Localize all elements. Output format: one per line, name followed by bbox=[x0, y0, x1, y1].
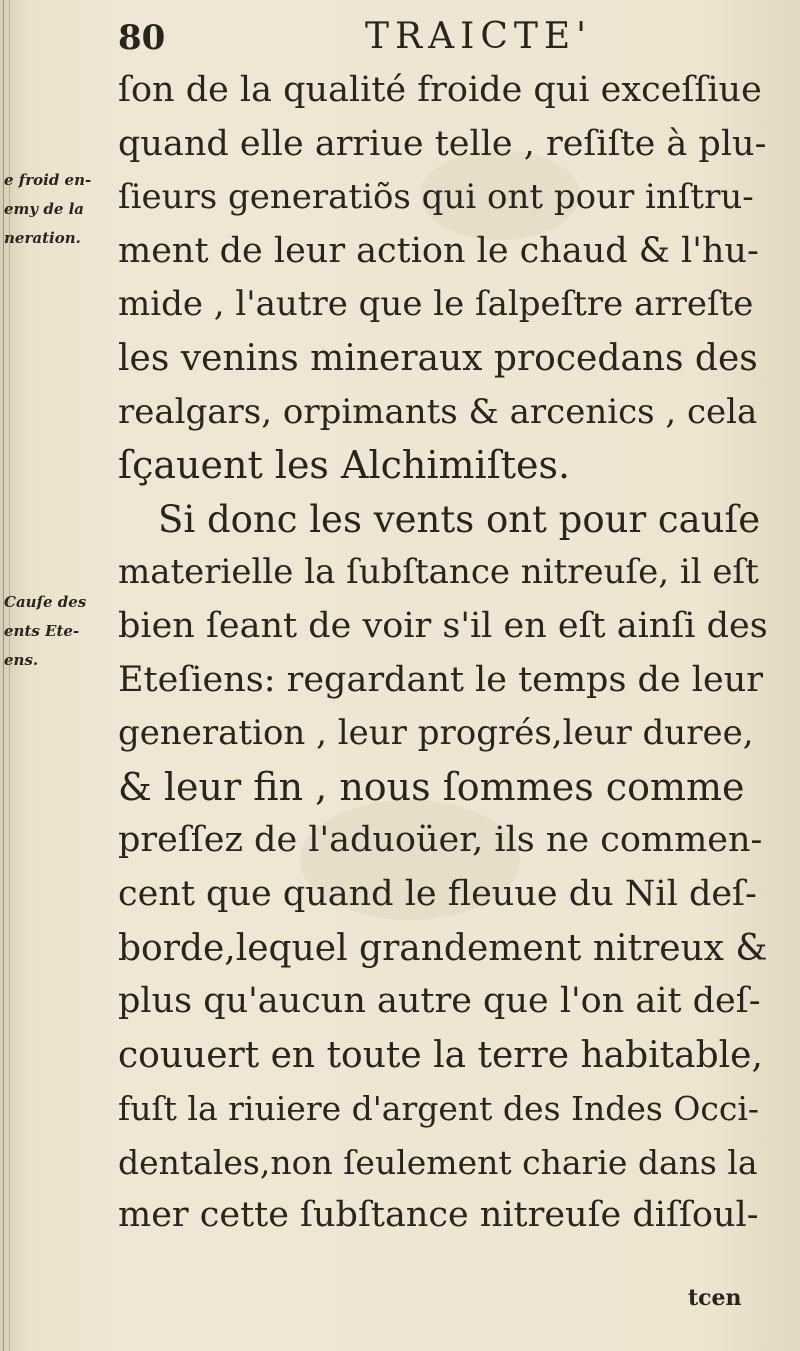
text-line: couuert en toute la terre habitable, bbox=[118, 1034, 763, 1076]
text-line: mide , l'autre que le ſalpeſtre arreſte bbox=[118, 284, 754, 325]
text-line: ſieurs generatiõs qui ont pour inſtru- bbox=[118, 177, 754, 218]
running-title: TRAICTE' bbox=[365, 16, 593, 57]
text-line: les venins mineraux procedans des bbox=[118, 337, 758, 379]
text-line: borde,lequel grandement nitreux & bbox=[118, 927, 768, 969]
margin-note-cause-vents bbox=[4, 588, 114, 675]
text-line: ſçauent les Alchimiſtes. bbox=[118, 443, 571, 488]
margin-note-line: ens. bbox=[4, 651, 39, 669]
text-line: bien ſeant de voir s'il en eſt ainſi des bbox=[118, 605, 768, 646]
text-line: cent que quand le fleuue du Nil deſ- bbox=[118, 873, 757, 914]
text-line: Si donc les vents ont pour cauſe bbox=[158, 497, 761, 541]
text-line: & leur fin , nous ſommes comme bbox=[118, 764, 745, 809]
margin-note-froid bbox=[4, 166, 114, 253]
margin-note-line: neration. bbox=[4, 229, 81, 247]
text-line: mer cette ſubſtance nitreuſe diſſoul- bbox=[118, 1195, 759, 1236]
text-line: quand elle arriue telle , reſiſte à plu- bbox=[118, 123, 767, 164]
text-line: realgars, orpimants & arcenics , cela bbox=[118, 391, 758, 432]
margin-note-line: e froid en- bbox=[4, 171, 92, 189]
text-line: ſon de la qualité froide qui exceſſiue bbox=[118, 70, 762, 110]
text-line: materielle la ſubſtance nitreuſe, il eſt bbox=[118, 552, 759, 593]
margin-note-line: emy de la bbox=[4, 200, 85, 218]
text-line: generation , leur progrés,leur duree, bbox=[118, 713, 754, 754]
page-number: 80 bbox=[118, 18, 166, 58]
text-line: plus qu'aucun autre que l'on ait deſ- bbox=[118, 981, 761, 1022]
margin-note-line: Cauſe des bbox=[4, 593, 87, 611]
text-line: fuſt la riuiere d'argent des Indes Occi- bbox=[118, 1089, 760, 1129]
body-text bbox=[118, 64, 768, 1243]
catchword: tcen bbox=[688, 1285, 742, 1311]
text-line: dentales,non ſeulement charie dans la bbox=[118, 1142, 758, 1182]
page-header bbox=[110, 12, 790, 62]
text-line: Eteſiens: regardant le temps de leur bbox=[118, 659, 763, 700]
text-line: preſſez de l'aduoüer, ils ne commen- bbox=[118, 820, 763, 861]
margin-note-line: ents Ete- bbox=[4, 622, 80, 640]
text-line: ment de leur action le chaud & l'hu- bbox=[118, 230, 759, 271]
